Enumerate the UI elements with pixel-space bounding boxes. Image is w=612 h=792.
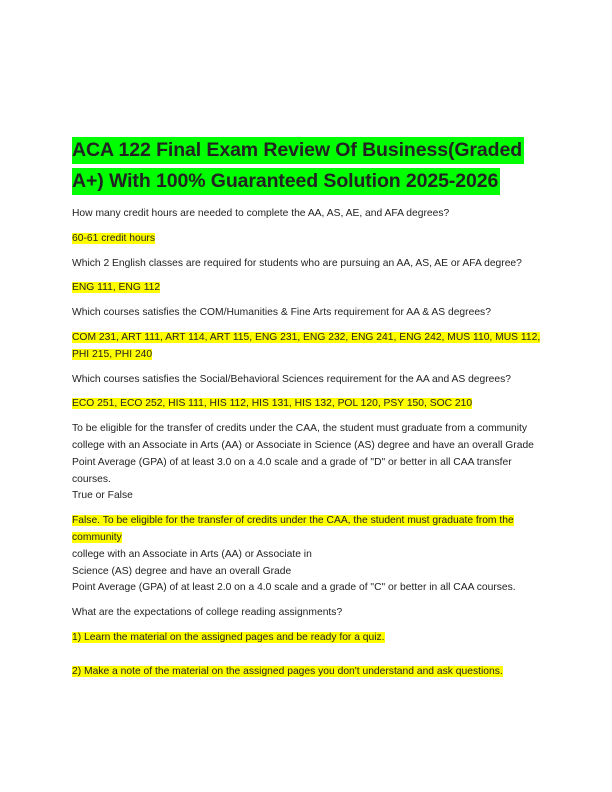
answer-6-item-1: 1) Learn the material on the assigned pages and be ready for a quiz. [72,631,385,643]
answer-3: COM 231, ART 111, ART 114, ART 115, ENG 231, ENG 232, ENG 241, ENG 242, MUS 110, MUS 112, PHI 215, PHI 240 [72,331,541,360]
question-6: What are the expectations of college reading assignments? [72,607,343,619]
answer-1: 60-61 credit hours [72,232,155,244]
answer-5-line-2: college with an Associate in Arts (AA) or Associate in [72,548,312,560]
question-2: Which 2 English classes are required for students who are pursuing an AA, AS, AE or AFA degree? [72,257,522,269]
question-5 [72,421,542,505]
qa-content [72,206,542,689]
title-line-2: A+) With 100% Guaranteed Solution 2025-2026 [72,168,500,195]
answer-5-line-3: Science (AS) degree and have an overall Grade [72,565,292,577]
answer-4: ECO 251, ECO 252, HIS 111, HIS 112, HIS 131, HIS 132, POL 120, PSY 150, SOC 210 [72,398,473,410]
answer-5-line-4: Point Average (GPA) of at least 2.0 on a 4.0 scale and a grade of "C" or better in all CAA courses. [72,582,516,594]
answer-6-item-2: 2) Make a note of the material on the assigned pages you don't understand and ask questions. [72,665,503,677]
title-line-1: ACA 122 Final Exam Review Of Business(Graded [72,137,524,164]
question-3: Which courses satisfies the COM/Humanities & Fine Arts requirement for AA & AS degrees? [72,307,491,319]
answer-5-line-1: False. To be eligible for the transfer of credits under the CAA, the student must graduate from the community [72,515,514,543]
question-1: How many credit hours are needed to complete the AA, AS, AE, and AFA degrees? [72,208,450,219]
question-5-line-2: Point Average (GPA) of at least 3.0 on a 4.0 scale and a grade of "D" or better in all CAA transfer courses. [72,456,512,485]
answer-2: ENG 111, ENG 112 [72,282,161,294]
question-5-line-1: To be eligible for the transfer of credits under the CAA, the student must graduate from a community college with an Associate in Arts (AA) or Associate in Science (AS) degree and have an overall Grade [72,423,534,451]
question-4: Which courses satisfies the Social/Behavioral Sciences requirement for the AA and AS degrees? [72,373,511,385]
answer-5 [72,513,542,597]
document-title [72,135,532,196]
question-5-line-3: True or False [72,490,133,502]
